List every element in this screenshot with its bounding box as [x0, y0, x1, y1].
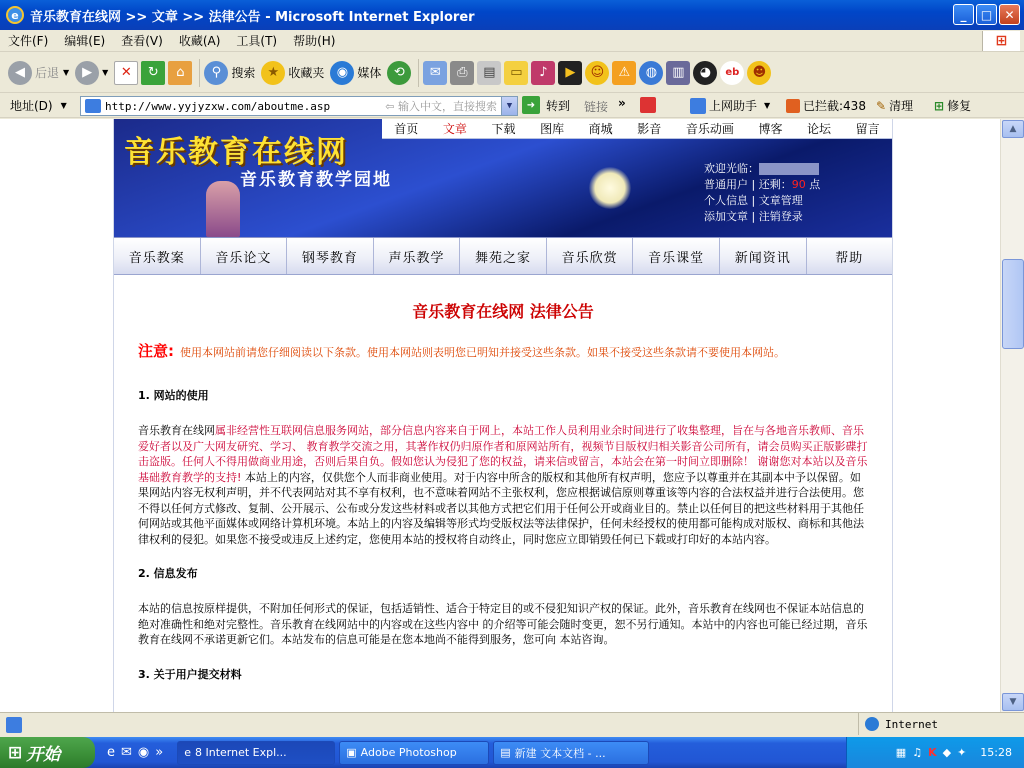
site-banner — [114, 119, 892, 237]
article-mgmt-link[interactable]: 文章管理 — [758, 194, 803, 207]
add-article-link[interactable]: 添加文章 — [704, 210, 748, 223]
main-nav-classroom[interactable]: 音乐课堂 — [633, 238, 720, 274]
globe-icon[interactable]: ◍ — [639, 61, 663, 85]
go-label: 转到 — [546, 98, 571, 113]
start-button[interactable] — [0, 737, 95, 768]
books-icon[interactable]: ▥ — [666, 61, 690, 85]
user-type: 普通用户 — [704, 178, 748, 191]
top-nav-media[interactable]: 影音 — [637, 122, 662, 136]
toolbar-separator — [199, 59, 200, 87]
main-nav — [114, 237, 892, 275]
site-subtitle: 音乐教育教学园地 — [240, 170, 392, 190]
username-mask — [759, 163, 819, 175]
main-nav-appreciation[interactable]: 音乐欣赏 — [547, 238, 634, 274]
menu-edit[interactable]: 编辑(E) — [64, 34, 106, 48]
windows-flag-icon: ⊞ — [8, 742, 23, 763]
edit-icon[interactable]: ▤ — [477, 61, 501, 85]
status-bar — [0, 712, 1024, 736]
tool-icon[interactable] — [640, 97, 656, 113]
tray-icon-antivirus[interactable]: K — [928, 746, 937, 759]
welcome-greeting: 欢迎光临： — [704, 162, 759, 175]
clean-button[interactable] — [876, 97, 913, 114]
top-nav-guestbook[interactable]: 留言 — [855, 122, 880, 136]
maximize-button[interactable]: □ — [976, 4, 997, 25]
tray-icon-network[interactable]: ▦ — [895, 746, 907, 759]
task-internet-explorer[interactable] — [177, 741, 335, 765]
top-nav-articles[interactable]: 文章 — [442, 122, 467, 136]
chevron-down-icon: ▼ — [60, 101, 67, 110]
address-label: 地址(D) — [10, 99, 53, 113]
note-icon[interactable]: ▭ — [504, 61, 528, 85]
start-label: 开始 — [26, 745, 61, 765]
article-body — [138, 299, 868, 702]
welcome-panel: 欢迎光临： 普通用户 | 还剩：90 点 个人信息 | 文章管理 添加文章 | 注销登录 — [704, 162, 821, 223]
section-2-heading: 2. 信息发布 — [138, 567, 198, 580]
back-arrow-icon: ◀ — [8, 61, 32, 85]
tray-icon-shield[interactable]: ◆ — [942, 746, 952, 759]
chevron-right-icon[interactable]: » — [618, 96, 626, 110]
top-nav-home[interactable]: 首页 — [394, 122, 419, 136]
main-nav-vocal[interactable]: 声乐教学 — [374, 238, 461, 274]
menu-view[interactable]: 查看(V) — [121, 34, 163, 48]
task-label: 新建 文本文档 - ... — [514, 746, 606, 760]
page-status-icon — [6, 717, 22, 733]
links-label[interactable]: 链接 — [584, 100, 609, 114]
task-notepad[interactable] — [493, 741, 649, 765]
bell-icon[interactable]: ⚠ — [612, 61, 636, 85]
forward-arrow-icon: ▶ — [75, 61, 99, 85]
taskbar — [0, 737, 1024, 768]
menu-help[interactable]: 帮助(H) — [293, 34, 336, 48]
media-globe-icon: ◉ — [330, 61, 354, 85]
ie-task-icon: e — [184, 746, 191, 759]
helper-button[interactable] — [690, 97, 770, 114]
qq-penguin-icon[interactable]: ◕ — [693, 61, 717, 85]
main-nav-help[interactable]: 帮助 — [835, 250, 864, 266]
windows-logo-icon: ⊞ — [982, 31, 1020, 51]
media-label: 媒体 — [357, 66, 382, 80]
address-input[interactable] — [80, 96, 518, 116]
address-url: http://www.yyjyzxw.com/aboutme.asp — [105, 99, 331, 113]
vertical-scrollbar[interactable] — [1000, 119, 1024, 712]
task-label: 8 Internet Expl... — [195, 746, 287, 759]
smiley-icon[interactable]: ☺ — [585, 61, 609, 85]
ie-quick-launch-icon[interactable]: e — [107, 745, 115, 760]
player-icon[interactable]: ▶ — [558, 61, 582, 85]
search-label: 搜索 — [231, 66, 256, 80]
zone-indicator — [858, 713, 938, 735]
repair-label: 修复 — [947, 99, 972, 113]
print-icon[interactable]: ⎙ — [450, 61, 474, 85]
address-dropdown[interactable]: ▼ — [501, 97, 517, 115]
mail-icon[interactable]: ✉ — [423, 61, 447, 85]
helper-icon — [690, 98, 706, 114]
scroll-thumb[interactable] — [1002, 259, 1024, 349]
top-nav-shop[interactable]: 商城 — [588, 122, 613, 136]
search-icon: ⚲ — [204, 61, 228, 85]
forward-button[interactable] — [75, 61, 108, 85]
refresh-icon[interactable]: ↻ — [141, 61, 165, 85]
girl-figure-graphic — [206, 181, 240, 237]
back-label: 后退 — [35, 66, 60, 80]
favorites-label: 收藏夹 — [288, 66, 325, 80]
chevron-right-icon[interactable]: » — [155, 745, 164, 760]
title-bar — [0, 0, 1024, 30]
minimize-button[interactable]: _ — [953, 4, 974, 25]
main-nav-lesson-plans[interactable]: 音乐教案 — [114, 238, 201, 274]
tray-icon-update[interactable]: ✦ — [957, 746, 967, 759]
chevron-down-icon: ▼ — [764, 101, 771, 110]
outlook-quick-launch-icon[interactable]: ✉ — [121, 745, 132, 760]
chevron-down-icon: ▼ — [63, 68, 70, 77]
personal-info-link[interactable]: 个人信息 — [704, 194, 748, 207]
repair-button[interactable] — [934, 97, 971, 114]
site-page — [114, 119, 892, 712]
quick-launch — [107, 745, 163, 760]
top-nav-forum[interactable]: 论坛 — [807, 122, 832, 136]
top-nav-blog[interactable]: 博客 — [758, 122, 783, 136]
top-nav-downloads[interactable]: 下载 — [491, 122, 516, 136]
clock: 15:28 — [980, 746, 1012, 759]
toolbar — [0, 53, 1024, 93]
system-tray — [846, 737, 1024, 768]
main-nav-dance[interactable]: 舞苑之家 — [460, 238, 547, 274]
points-value: 90 — [791, 178, 806, 191]
ie-icon: e — [6, 6, 24, 24]
repair-icon: ⊞ — [934, 98, 945, 113]
page-icon — [85, 99, 101, 113]
media-button[interactable] — [330, 61, 381, 85]
favorites-button[interactable] — [261, 61, 324, 85]
scroll-down-button[interactable]: ▼ — [1002, 693, 1024, 711]
internet-globe-icon — [865, 717, 879, 731]
notepad-task-icon: ▤ — [500, 746, 511, 759]
logout-link[interactable]: 注销登录 — [758, 210, 803, 223]
close-button[interactable]: ✕ — [999, 4, 1020, 25]
main-nav-news[interactable]: 新闻资讯 — [720, 238, 807, 274]
points-unit: 点 — [809, 178, 821, 191]
star-icon: ★ — [261, 61, 285, 85]
menu-bar — [0, 30, 1024, 52]
helper-label: 上网助手 — [709, 99, 758, 113]
blocked-counter[interactable] — [786, 97, 866, 114]
tray-icon-volume[interactable]: ♫ — [912, 746, 923, 759]
menu-tools[interactable]: 工具(T) — [236, 34, 278, 48]
notice-label: 注意: — [138, 342, 174, 360]
task-label: Adobe Photoshop — [360, 746, 457, 759]
blocked-label: 已拦截:438 — [803, 99, 866, 113]
home-icon[interactable]: ⌂ — [168, 61, 192, 85]
media-quick-launch-icon[interactable]: ◉ — [137, 745, 150, 760]
search-button[interactable] — [204, 61, 255, 85]
section-3-heading: 3. 关于用户提交材料 — [138, 667, 242, 681]
top-nav — [382, 119, 892, 139]
moon-graphic — [589, 167, 631, 209]
article-title: 音乐教育在线网 法律公告 — [412, 302, 594, 321]
chevron-down-icon: ▼ — [102, 68, 109, 77]
notice — [138, 340, 868, 361]
emoticon-icon[interactable]: ☻ — [747, 61, 771, 85]
photoshop-task-icon: ▣ — [346, 746, 357, 759]
notice-text: 使用本网站前请您仔细阅读以下条款。使用本网站则表明您已明知并接受这些条款。如果不接受这些条款请不要使用本网站。 — [180, 346, 785, 359]
main-nav-papers[interactable]: 音乐论文 — [201, 238, 288, 274]
popup-block-icon — [786, 99, 800, 113]
section-2-paragraph: 本站的信息按原样提供，不附加任何形式的保证，包括适销性、适合于特定目的或不侵犯知识产权的保证。此外，音乐教育在线网也不保证本站信息的绝对准确性和绝对完整性。音乐教育在线网站中的内容或在这些内容中 的介绍等可能会随时变更，恕不另行通知。本站中的内容也可能已经过期，音乐教育在线网不承诺更新它们。本站发布的信息可能是在您本地尚不能得到服务，您可向 本站咨询。 — [138, 602, 868, 646]
top-nav-gallery[interactable]: 图库 — [540, 122, 565, 136]
address-bar — [0, 94, 1024, 118]
messenger-icon[interactable]: ♪ — [531, 61, 555, 85]
main-nav-piano[interactable]: 钢琴教育 — [287, 238, 374, 274]
broom-icon: ✎ — [876, 98, 887, 113]
scroll-up-button[interactable]: ▲ — [1002, 120, 1024, 138]
clean-label: 清理 — [889, 99, 914, 113]
go-button[interactable] — [522, 96, 570, 114]
ebay-icon[interactable]: eb — [720, 61, 744, 85]
top-nav-animation[interactable]: 音乐动画 — [685, 122, 734, 136]
stop-icon[interactable]: ✕ — [114, 61, 138, 85]
search-placeholder: ⇦ 输入中文，直接搜索 — [385, 100, 497, 113]
section-1-heading: 1. 网站的使用 — [138, 389, 209, 402]
back-button[interactable] — [8, 61, 69, 85]
menu-file[interactable]: 文件(F) — [8, 34, 49, 48]
remain-label: 还剩： — [758, 178, 792, 191]
menu-favorites[interactable]: 收藏(A) — [178, 34, 221, 48]
go-arrow-icon: ➜ — [522, 96, 540, 114]
section-1-paragraph: 音乐教育在线网属非经营性互联网信息服务网站，部分信息内容来自于网上，本站工作人员利用业余时间进行了收集整理，旨在与各地音乐教师、音乐爱好者以及广大网友研究、学习、 教育教学交流之用，其著作权仍归原作者和原网站所有，视频节目版权归相关影音公司所有，请会员购买正版影碟打击盗版。任何人不得用做商业用途，否则后果自负。假如您认为侵犯了您的权益，请来信或留言，本站会在第一时间立即删除！ 谢谢您对本站以及音乐基础教育教学的支持! 本站上的内容，仅供您个人而非商业使用。对于内容中所含的版权和其他所有权声明，您应予以尊重并在其副本中予以保留。如果网站内容无权利声明，并不代表网站对其不享有权利，也不意味着网站不主张权利，您应根据诚信原则尊重该等内容的合法权益并进行合法使用。您不得以任何方式修改、复制、公开展示、公布或分发这些材料或者以其他方式把它们用于任何公开或商业目的。禁止以任何目的把这些材料用于其他任何网站或其他平面媒体或网络计算机环境。本站上的内容及编辑等形式均受版权法等法律保护，任何未经授权的使用都可能构成对版权、商标和其他法律权利的侵犯。如果您不接受或违反上述约定，您使用本站的授权将自动终止，同时您应立即销毁任何已下载或打印好的本站内容。 — [138, 424, 868, 546]
toolbar-separator — [418, 59, 419, 87]
window-title: 音乐教育在线网 >> 文章 >> 法律公告 - Microsoft Internet Explorer — [30, 9, 475, 25]
zone-label: Internet — [885, 717, 938, 731]
task-photoshop[interactable] — [339, 741, 489, 765]
page-viewport[interactable] — [0, 119, 1000, 712]
history-icon[interactable]: ⟲ — [387, 61, 411, 85]
site-logo[interactable]: 音乐教育在线网 — [124, 135, 348, 170]
